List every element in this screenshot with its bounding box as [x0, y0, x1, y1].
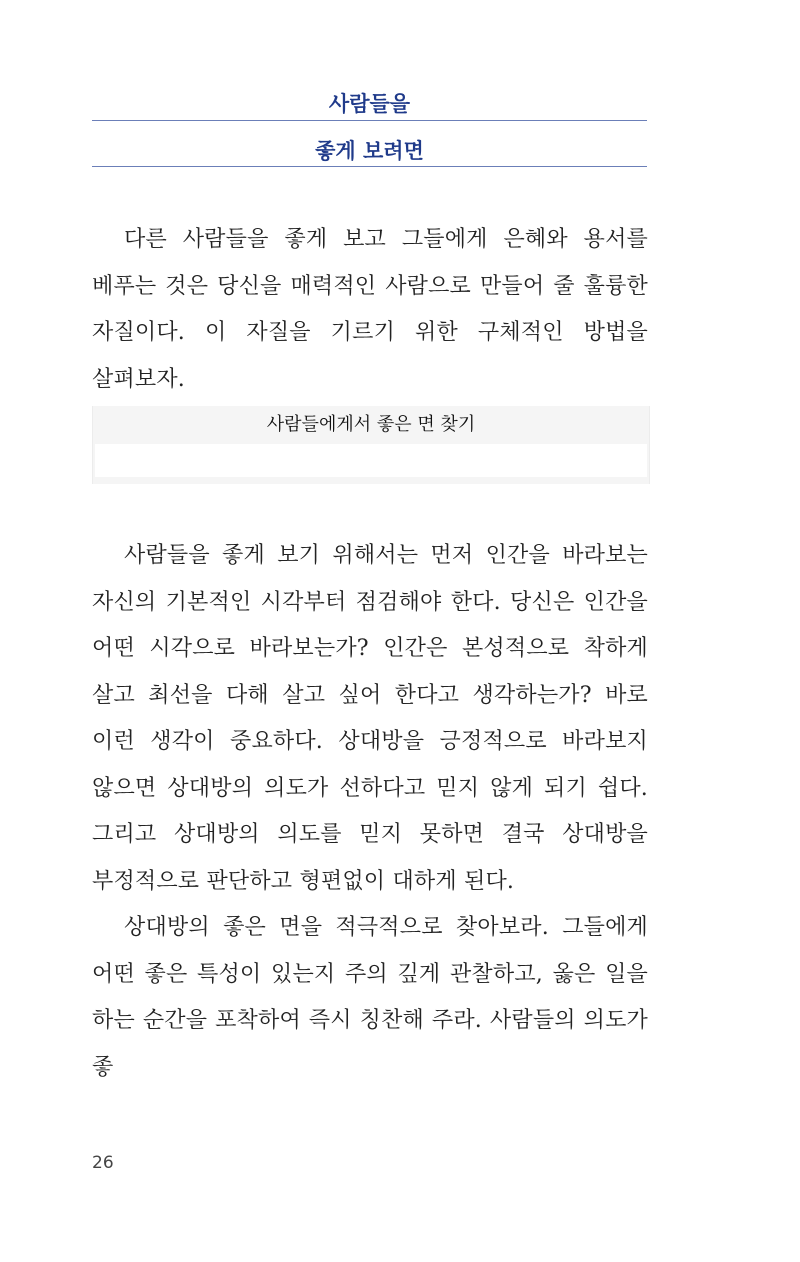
intro-paragraph: 다른 사람들을 좋게 보고 그들에게 은혜와 용서를 베푸는 것은 당신을 매력적인 사람으로 만들어 줄 훌륭한 자질이다. 이 자질을 기르기 위한 구체적인 방법을 살펴보자.	[92, 227, 648, 392]
chapter-title-line-1: 사람들을	[328, 92, 411, 116]
body-paragraph-2: 상대방의 좋은 면을 적극적으로 찾아보라. 그들에게 어떤 좋은 특성이 있는지 주의 깊게 관찰하고, 옳은 일을 하는 순간을 포착하여 즉시 칭찬해 주라. 사람들의 의도가 좋	[92, 915, 648, 1080]
title-rule-top	[92, 120, 647, 121]
page-number: 26	[92, 1153, 114, 1173]
section-heading: 사람들에게서 좋은 면 찾기	[266, 414, 476, 435]
section-box-inner	[95, 444, 647, 477]
chapter-title-line-2: 좋게 보려면	[315, 139, 424, 163]
title-rule-bottom	[92, 166, 647, 167]
section-heading-box	[92, 406, 650, 484]
body-paragraph-1: 사람들을 좋게 보기 위해서는 먼저 인간을 바라보는 자신의 기본적인 시각부터 점검해야 한다. 당신은 인간을 어떤 시각으로 바라보는가? 인간은 본성적으로 착하게 살고 최선을 다해 살고 싶어 한다고 생각하는가? 바로 이런 생각이 중요하다. 상대방을 긍정적으로 바라보지 않으면 상대방의 의도가 선하다고 믿지 않게 되기 쉽다. 그리고 상대방의 의도를 믿지 못하면 결국 상대방을 부정적으로 판단하고 형편없이 대하게 된다.	[92, 543, 648, 894]
